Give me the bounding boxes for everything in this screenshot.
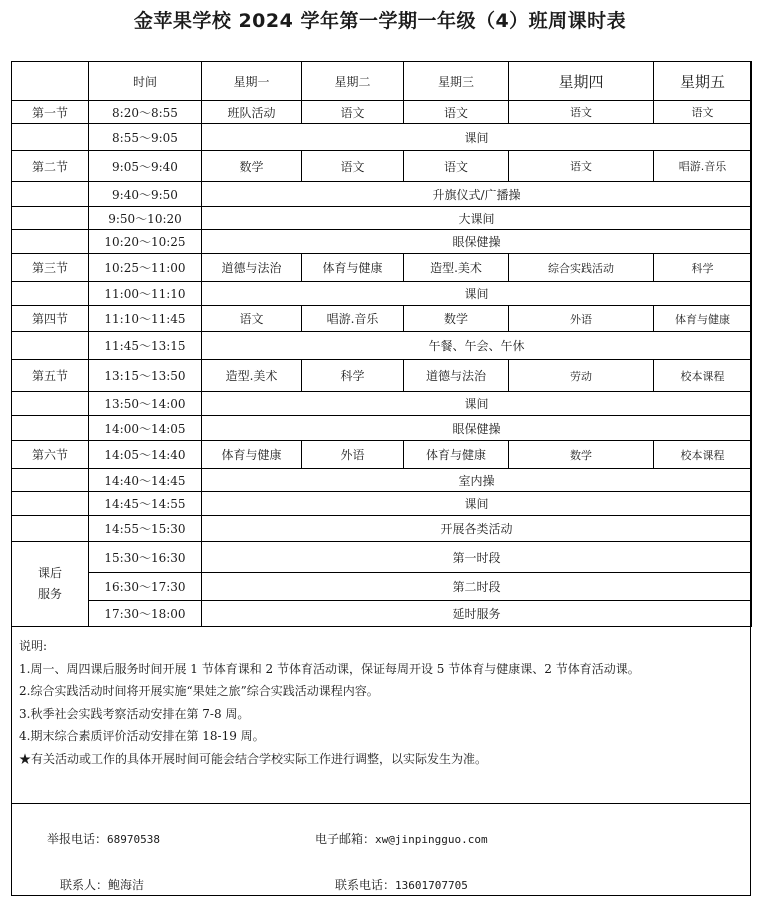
contact-phone-value: 13601707705	[395, 879, 468, 892]
table-row	[12, 254, 752, 282]
class-cell: 数学	[404, 306, 509, 332]
class-cell: 语文	[404, 101, 509, 124]
class-cell: 体育与健康	[202, 441, 302, 469]
period-label-empty	[12, 492, 89, 516]
time-cell: 10:20～10:25	[89, 230, 202, 254]
class-cell: 语文	[654, 101, 752, 124]
class-cell: 唱游.音乐	[654, 151, 752, 182]
table-row	[12, 182, 752, 207]
time-cell: 11:10～11:45	[89, 306, 202, 332]
table-row	[12, 282, 752, 306]
activity-cell: 大课间	[202, 207, 752, 230]
period-label: 第六节	[12, 441, 89, 469]
report-phone	[47, 830, 160, 847]
period-label-empty	[12, 392, 89, 416]
header-time: 时间	[89, 62, 202, 101]
class-cell: 语文	[302, 151, 404, 182]
table-row	[12, 601, 752, 627]
table-row	[12, 542, 752, 573]
contact-person-label: 联系人：	[60, 878, 109, 892]
table-row	[12, 469, 752, 492]
class-cell: 语文	[404, 151, 509, 182]
header-row	[12, 62, 752, 101]
activity-cell: 午餐、午会、午休	[202, 332, 752, 360]
activity-cell: 开展各类活动	[202, 516, 752, 542]
activity-cell: 第二时段	[202, 573, 752, 601]
contact-phone-label: 联系电话：	[335, 878, 396, 892]
time-cell: 14:55～15:30	[89, 516, 202, 542]
after-school-label-line1: 课后	[37, 566, 62, 580]
activity-cell: 升旗仪式/广播操	[202, 182, 752, 207]
email-label: 电子邮箱：	[315, 832, 376, 846]
time-cell: 9:50～10:20	[89, 207, 202, 230]
time-cell: 9:05～9:40	[89, 151, 202, 182]
class-cell: 班队活动	[202, 101, 302, 124]
header-day: 星期五	[654, 62, 752, 101]
period-label-empty	[12, 282, 89, 306]
time-cell: 11:45～13:15	[89, 332, 202, 360]
period-label: 第二节	[12, 151, 89, 182]
note-item: ★有关活动或工作的具体开展时间可能会结合学校实际工作进行调整，以实际发生为准。	[19, 751, 488, 766]
header-day: 星期二	[302, 62, 404, 101]
class-cell: 体育与健康	[404, 441, 509, 469]
schedule-table	[11, 61, 752, 627]
table-row	[12, 332, 752, 360]
note-item: 3.秋季社会实践考察活动安排在第 7-8 周。	[19, 706, 250, 721]
class-cell: 科学	[654, 254, 752, 282]
time-cell: 14:05～14:40	[89, 441, 202, 469]
header-day: 星期四	[509, 62, 654, 101]
notes-heading: 说明:	[19, 639, 48, 653]
table-row	[12, 392, 752, 416]
after-school-label	[12, 542, 89, 627]
period-label-empty	[12, 516, 89, 542]
class-cell: 校本课程	[654, 360, 752, 392]
period-label-empty	[12, 182, 89, 207]
table-row	[12, 230, 752, 254]
class-cell: 道德与法治	[404, 360, 509, 392]
class-cell: 造型.美术	[404, 254, 509, 282]
email-value[interactable]: xw@jinpingguo.com	[375, 833, 488, 846]
table-row	[12, 573, 752, 601]
time-cell: 14:40～14:45	[89, 469, 202, 492]
table-row	[12, 306, 752, 332]
note-item: 2.综合实践活动时间将开展实施“果娃之旅”综合实践活动课程内容。	[19, 684, 379, 698]
activity-cell: 眼保健操	[202, 416, 752, 441]
time-cell: 14:45～14:55	[89, 492, 202, 516]
class-cell: 道德与法治	[202, 254, 302, 282]
activity-cell: 课间	[202, 124, 752, 151]
class-cell: 外语	[302, 441, 404, 469]
table-row	[12, 151, 752, 182]
table-row	[12, 416, 752, 441]
period-label: 第五节	[12, 360, 89, 392]
time-cell: 8:55～9:05	[89, 124, 202, 151]
activity-cell: 室内操	[202, 469, 752, 492]
table-row	[12, 360, 752, 392]
class-cell: 数学	[202, 151, 302, 182]
time-cell: 13:50～14:00	[89, 392, 202, 416]
period-label-empty	[12, 124, 89, 151]
activity-cell: 眼保健操	[202, 230, 752, 254]
time-cell: 9:40～9:50	[89, 182, 202, 207]
class-cell: 唱游.音乐	[302, 306, 404, 332]
class-cell: 体育与健康	[302, 254, 404, 282]
after-school-label-line2: 服务	[37, 587, 62, 601]
time-cell: 15:30～16:30	[89, 542, 202, 573]
time-cell: 16:30～17:30	[89, 573, 202, 601]
notes-section	[11, 630, 751, 804]
class-cell: 劳动	[509, 360, 654, 392]
period-label-empty	[12, 230, 89, 254]
time-cell: 10:25～11:00	[89, 254, 202, 282]
class-cell: 语文	[202, 306, 302, 332]
class-cell: 造型.美术	[202, 360, 302, 392]
page-title: 金苹果学校 2024 学年第一学期一年级（4）班周课时表	[133, 10, 627, 32]
report-phone-value: 68970538	[107, 833, 160, 846]
note-item: 1.周一、周四课后服务时间开展 1 节体育课和 2 节体育活动课，保证每周开设 5 节体育与健康课、2 节体育活动课。	[19, 661, 640, 676]
class-cell: 校本课程	[654, 441, 752, 469]
table-row	[12, 492, 752, 516]
period-label: 第三节	[12, 254, 89, 282]
period-label: 第四节	[12, 306, 89, 332]
table-row	[12, 124, 752, 151]
class-cell: 外语	[509, 306, 654, 332]
class-cell: 综合实践活动	[509, 254, 654, 282]
contact-person	[60, 876, 144, 893]
class-cell: 科学	[302, 360, 404, 392]
time-cell: 11:00～11:10	[89, 282, 202, 306]
period-label-empty	[12, 416, 89, 441]
period-label-empty	[12, 332, 89, 360]
table-row	[12, 441, 752, 469]
activity-cell: 延时服务	[202, 601, 752, 627]
note-item: 4.期末综合素质评价活动安排在第 18-19 周。	[19, 729, 265, 743]
header-corner	[12, 62, 89, 101]
period-label-empty	[12, 469, 89, 492]
class-cell: 数学	[509, 441, 654, 469]
activity-cell: 课间	[202, 392, 752, 416]
header-day: 星期一	[202, 62, 302, 101]
table-row	[12, 101, 752, 124]
report-phone-label: 举报电话：	[47, 832, 108, 846]
table-row	[12, 207, 752, 230]
email	[315, 830, 488, 847]
period-label-empty	[12, 207, 89, 230]
class-cell: 语文	[509, 151, 654, 182]
table-row	[12, 516, 752, 542]
contact-person-value: 鲍海洁	[108, 878, 145, 892]
activity-cell: 课间	[202, 492, 752, 516]
time-cell: 13:15～13:50	[89, 360, 202, 392]
activity-cell: 第一时段	[202, 542, 752, 573]
time-cell: 8:20～8:55	[89, 101, 202, 124]
class-cell: 体育与健康	[654, 306, 752, 332]
contact-phone	[335, 876, 468, 893]
class-cell: 语文	[509, 101, 654, 124]
time-cell: 17:30～18:00	[89, 601, 202, 627]
time-cell: 14:00～14:05	[89, 416, 202, 441]
header-day: 星期三	[404, 62, 509, 101]
class-cell: 语文	[302, 101, 404, 124]
activity-cell: 课间	[202, 282, 752, 306]
period-label: 第一节	[12, 101, 89, 124]
